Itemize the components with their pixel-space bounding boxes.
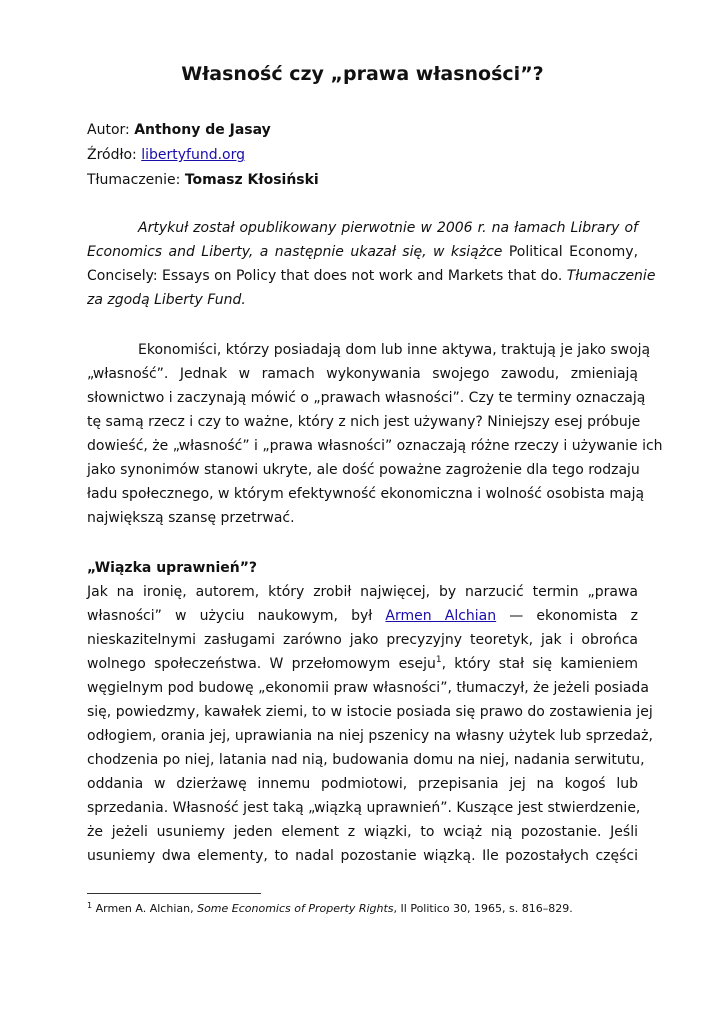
author-label: Autor:: [87, 122, 130, 138]
author-name: Anthony de Jasay: [134, 122, 271, 138]
para1-line: „własność”. Jednak w ramach wykonywania swojego zawodu, zmieniają: [87, 366, 638, 382]
intro-line-4: za zgodą Liberty Fund.: [87, 292, 246, 308]
intro-line-3-italic: Tłumaczenie: [566, 268, 656, 284]
para2-line: nieskazitelnymi zasługami zarówno jako precyzyjny teoretyk, jak i obrońca: [87, 632, 638, 648]
footnote-number: 1: [87, 901, 93, 910]
footnote-divider: [87, 893, 261, 894]
para2-line: [87, 604, 638, 628]
para1-line: tę samą rzecz i czy to ważne, który z nich jest używany? Niniejszy esej próbuje: [87, 414, 641, 430]
intro-book-title: Political Economy,: [508, 244, 639, 260]
intro-line-2-italic: Economics and Liberty, a następnie ukazał się, w książce: [87, 244, 503, 260]
para2-line: usuniemy dwa elementy, to nadal pozostanie wiązką. Ile pozostałych części: [87, 848, 638, 864]
para2-line: że jeżeli usuniemy jeden element z wiązki, to wciąż nią pozostanie. Jeśli: [87, 824, 638, 840]
para2-line-4a: wolnego społeczeństwa. W przełomowym eseju: [87, 656, 436, 672]
para2-line: chodzenia po niej, latania nad nią, budowania domu na niej, nadania serwitutu,: [87, 752, 645, 768]
intro-line-1: Artykuł został opublikowany pierwotnie w 2006 r. na łamach Library of: [138, 220, 638, 236]
para1-line: jako synonimów stanowi ukryte, ale dość poważne zagrożenie dla tego rodzaju: [87, 462, 640, 478]
para2-line: sprzedania. Własność jest taką „wiązką uprawnień”. Kuszące jest stwierdzenie,: [87, 800, 641, 816]
page-title: Własność czy „prawa własności”?: [181, 63, 544, 85]
translation-line: [87, 170, 319, 190]
para2-line-4b: , który stał się kamieniem: [441, 656, 638, 672]
footnote-text-b: , Il Politico 30, 1965, s. 816–829.: [393, 902, 573, 915]
para1-line: słownictwo i zaczynają mówić o „prawach własności”. Czy te terminy oznaczają: [87, 390, 646, 406]
section-heading: „Wiązka uprawnień”?: [87, 560, 258, 576]
footnote-ref[interactable]: 1: [435, 655, 442, 665]
para2-line: Jak na ironię, autorem, który zrobił najwięcej, by narzucić termin „prawa: [87, 584, 638, 600]
translator-name: Tomasz Kłosiński: [184, 172, 319, 188]
para2-line: [87, 652, 638, 676]
body-paragraph-2: [87, 580, 653, 868]
para1-line: ładu społecznego, w którym efektywność ekonomiczna i wolność osobista mają: [87, 486, 645, 502]
intro-book-subtitle: Concisely: Essays on Policy that does not work and Markets that do.: [87, 268, 563, 284]
para2-line: oddania w dzierżawę innemu podmiotowi, przepisania jej na kogoś lub: [87, 776, 638, 792]
author-line: [87, 120, 271, 140]
alchian-link[interactable]: Armen Alchian: [385, 608, 497, 624]
para2-line: odłogiem, orania jej, uprawiania na niej pszenicy na własny użytek lub sprzedaż,: [87, 728, 653, 744]
intro-paragraph: [87, 216, 656, 312]
source-label: Źródło:: [87, 147, 137, 163]
para1-line: największą szansę przetrwać.: [87, 510, 295, 526]
footnote-text-a: Armen A. Alchian,: [95, 902, 194, 915]
intro-line-2: [87, 240, 638, 264]
intro-line-3: [87, 264, 656, 288]
para1-line: dowieść, że „własność” i „prawa własności” oznaczają różne rzeczy i używanie ich: [87, 438, 663, 454]
footnote-text-italic: Some Economics of Property Rights: [197, 902, 394, 915]
para2-line-2a: własności” w użyciu naukowym, był: [87, 608, 373, 624]
footnote: [87, 901, 573, 917]
source-line: [87, 145, 245, 165]
para2-line: węgielnym pod budowę „ekonomii praw własności”, tłumaczył, że jeżeli posiada: [87, 680, 649, 696]
source-link[interactable]: libertyfund.org: [141, 147, 246, 163]
para1-line: Ekonomiści, którzy posiadają dom lub inne aktywa, traktują je jako swoją: [138, 342, 651, 358]
body-paragraph-1: [87, 338, 663, 530]
para2-line-2b: — ekonomista z: [509, 608, 638, 624]
para2-line: się, powiedzmy, kawałek ziemi, to w istocie posiada się prawo do zostawienia jej: [87, 704, 653, 720]
translation-label: Tłumaczenie:: [87, 172, 181, 188]
